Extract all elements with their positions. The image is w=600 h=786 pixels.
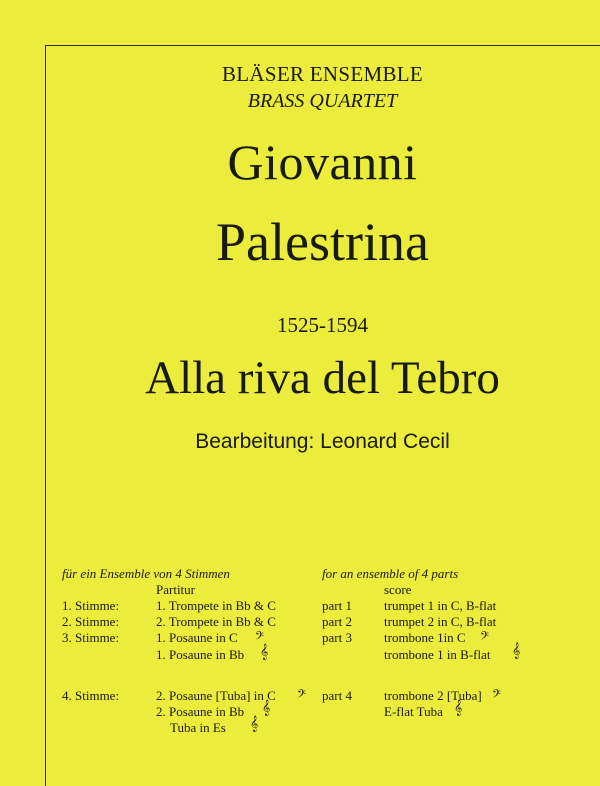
- treble-clef-icon: 𝄞: [250, 716, 259, 732]
- english-part-1: part 1: [322, 598, 352, 613]
- german-part-4: 4. Stimme:: [62, 688, 120, 703]
- english-instrument: trombone 1 in B-flat: [384, 647, 491, 662]
- german-intro: für ein Ensemble von 4 Stimmen: [62, 566, 230, 581]
- bass-clef-icon: 𝄢: [480, 630, 490, 646]
- bass-clef-icon: 𝄢: [297, 688, 307, 704]
- english-intro: for an ensemble of 4 parts: [322, 566, 459, 581]
- composer-years: 1525-1594: [277, 313, 368, 337]
- treble-clef-icon: 𝄞: [260, 644, 269, 660]
- quartet-heading: BRASS QUARTET: [247, 90, 398, 112]
- german-instrument: 1. Posaune in C: [156, 630, 238, 645]
- bass-clef-icon: 𝄢: [492, 688, 502, 704]
- german-part-2: 2. Stimme:: [62, 614, 120, 629]
- english-part-2: part 2: [322, 614, 352, 629]
- german-score-label: Partitur: [156, 582, 195, 597]
- ensemble-heading: BLÄSER ENSEMBLE: [221, 62, 424, 86]
- treble-clef-icon: 𝄞: [454, 700, 463, 716]
- english-instrument: trumpet 1 in C, B-flat: [384, 598, 497, 613]
- bass-clef-icon: 𝄢: [255, 630, 265, 646]
- german-part-3: 3. Stimme:: [62, 630, 120, 645]
- treble-clef-icon: 𝄞: [262, 700, 271, 716]
- english-instrument: trombone 1in C: [384, 630, 466, 645]
- german-instrument: 1. Posaune in Bb: [156, 647, 245, 662]
- composer-first-name: Giovanni: [227, 134, 418, 190]
- german-instrument: 2. Trompete in Bb & C: [156, 614, 276, 629]
- german-instrument: 2. Posaune [Tuba] in C: [156, 688, 276, 703]
- composer-last-name: Palestrina: [216, 212, 429, 272]
- german-instrument: Tuba in Es: [170, 720, 226, 735]
- german-instrument: 1. Trompete in Bb & C: [156, 598, 276, 613]
- german-part-1: 1. Stimme:: [62, 598, 120, 613]
- treble-clef-icon: 𝄞: [512, 643, 521, 659]
- german-instrument: 2. Posaune in Bb: [156, 704, 245, 719]
- english-instrument: E-flat Tuba: [384, 704, 443, 719]
- english-part-4: part 4: [322, 688, 352, 703]
- english-score-label: score: [384, 582, 412, 597]
- work-title: Alla riva del Tebro: [145, 352, 500, 404]
- english-instrument: trumpet 2 in C, B-flat: [384, 614, 497, 629]
- arranger-credit: Bearbeitung: Leonard Cecil: [195, 430, 450, 453]
- english-instrument: trombone 2 [Tuba]: [384, 688, 482, 703]
- english-part-3: part 3: [322, 630, 352, 645]
